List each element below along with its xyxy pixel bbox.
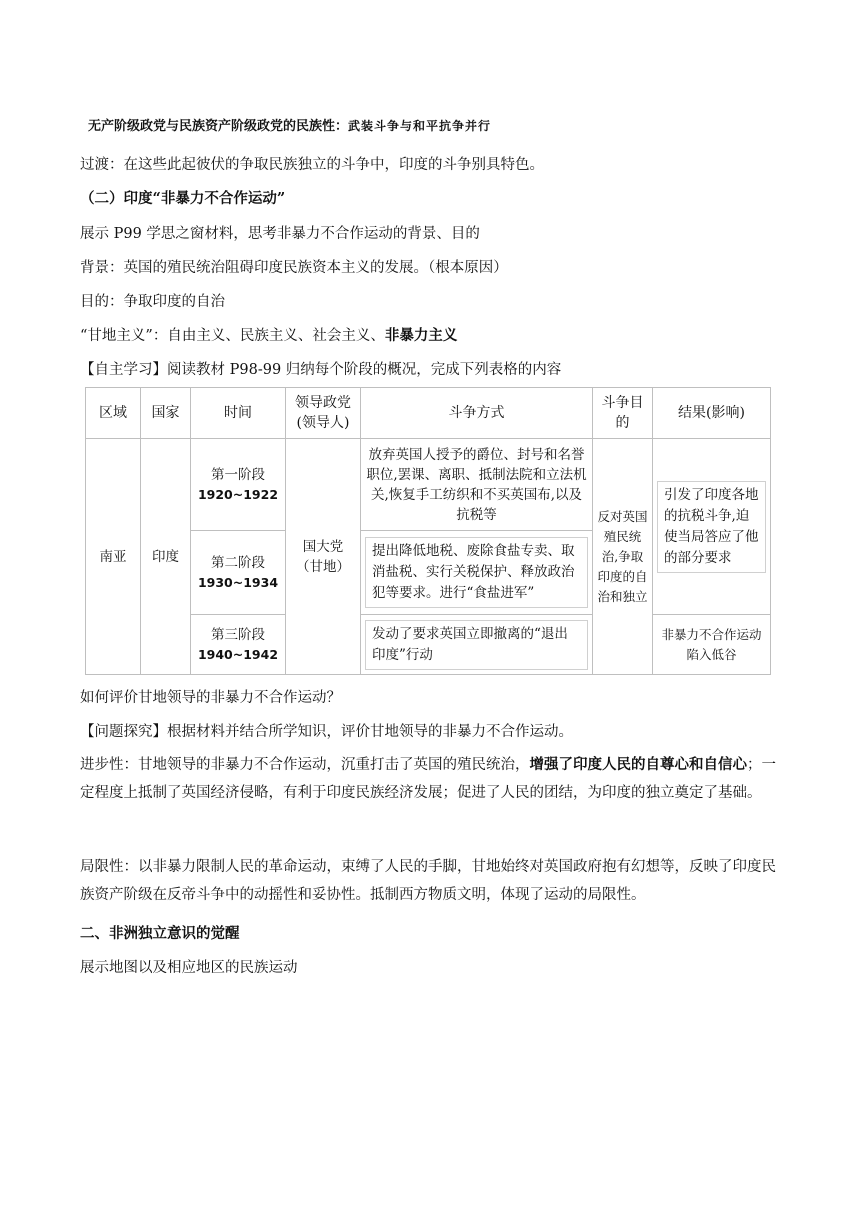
cell-country: 印度: [141, 439, 191, 675]
stage-1-years: 1920~1922: [197, 486, 279, 502]
stage-2-name: 第二阶段: [211, 554, 265, 571]
cell-stage-3: [191, 615, 286, 675]
cell-result-3: 非暴力不合作运动陷入低谷: [653, 615, 771, 675]
stage-3-years: 1940~1942: [197, 646, 279, 662]
section-title-africa: 二、非洲独立意识的觉醒: [80, 925, 240, 942]
show-map-text: 展示地图以及相应地区的民族运动: [80, 960, 298, 976]
transition-text: 过渡：在这些此起彼伏的争取民族独立的斗争中，印度的斗争别具特色。: [80, 157, 544, 173]
header-goal: 斗争目的: [593, 388, 653, 439]
stage-3-name: 第三阶段: [211, 626, 265, 643]
header-tag: 武装斗争与和平抗争并行: [348, 119, 492, 133]
show-material-text: 展示 P99 学思之窗材料，思考非暴力不合作运动的背景、目的: [80, 226, 480, 242]
method-2-box: 提出降低地税、废除食盐专卖、取消盐税、实行关税保护、释放政治犯等要求。进行“食盐进军”: [365, 537, 588, 608]
stages-table: [85, 387, 771, 675]
gandhism-prefix: “甘地主义”：自由主义、民族主义、社会主义、: [80, 328, 385, 344]
inquiry-text: 【问题探究】根据材料并结合所学知识，评价甘地领导的非暴力不合作运动。: [80, 724, 573, 740]
purpose-text: 目的：争取印度的自治: [80, 294, 225, 310]
cell-stage-1: [191, 439, 286, 531]
header-region: 区域: [86, 388, 141, 439]
cell-leader: 国大党（甘地）: [286, 439, 361, 675]
progress-bold: 增强了印度人民的自尊心和自信心: [529, 756, 747, 773]
header-country: 国家: [141, 388, 191, 439]
question-text: 如何评价甘地领导的非暴力不合作运动？: [80, 690, 341, 706]
cell-stage-2: [191, 531, 286, 615]
cell-region: 南亚: [86, 439, 141, 675]
header-method: 斗争方式: [361, 388, 593, 439]
header-result: 结果(影响): [653, 388, 771, 439]
stage-1-name: 第一阶段: [211, 466, 265, 483]
header-leader: 领导政党(领导人): [286, 388, 361, 439]
table-header-row: [86, 388, 771, 439]
progress-suffix: ；一定程度上抵制了英国经济侵略，有利于印度民族经济发展；促进了人民的团结，为印度的独立奠定了基础。: [80, 757, 776, 801]
cell-method-1: 放弃英国人授予的爵位、封号和名誉职位,罢课、离职、抵制法院和立法机关,恢复手工纺织和不买英国布,以及抗税等: [361, 439, 593, 531]
stage-2-years: 1930~1934: [197, 574, 279, 590]
cell-goal: 反对英国殖民统治,争取印度的自治和独立: [593, 439, 653, 675]
header-time: 时间: [191, 388, 286, 439]
limitation-paragraph: 局限性：以非暴力限制人民的革命运动，束缚了人民的手脚，甘地始终对英国政府抱有幻想等，反映了印度民族资产阶级在反帝斗争中的动摇性和妥协性。抵制西方物质文明，体现了运动的局限性。: [80, 859, 776, 903]
cell-result-1-2: [653, 439, 771, 615]
cell-method-2: [361, 531, 593, 615]
table-row: [86, 439, 771, 531]
background-text: 背景：英国的殖民统治阻碍印度民族资本主义的发展。（根本原因）: [80, 260, 508, 276]
method-3-box: 发动了要求英国立即撤离的“退出印度”行动: [365, 620, 588, 670]
progress-prefix: 进步性：甘地领导的非暴力不合作运动，沉重打击了英国的殖民统治，: [80, 757, 530, 773]
gandhism-text: [80, 326, 457, 346]
header-main: 无产阶级政党与民族资产阶级政党的民族性：: [88, 119, 349, 134]
section-title-india: （二）印度“非暴力不合作运动”: [80, 190, 286, 207]
gandhism-bold: 非暴力主义: [384, 327, 458, 344]
result-1-2-box: 引发了印度各地的抗税斗争,迫使当局答应了他的部分要求: [657, 481, 766, 573]
progress-paragraph: [80, 751, 780, 807]
self-study-text: 【自主学习】阅读教材 P98-99 归纳每个阶段的概况，完成下列表格的内容: [80, 362, 562, 378]
cell-method-3: [361, 615, 593, 675]
header-line: [88, 116, 491, 137]
